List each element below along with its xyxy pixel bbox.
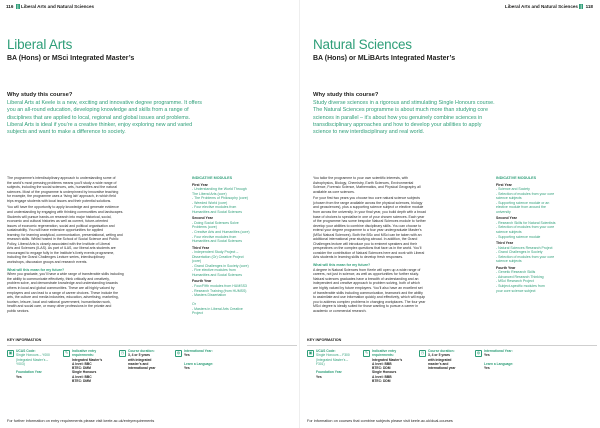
course-subtitle: BA (Hons) or MSci Integrated Master’s <box>7 55 135 62</box>
body-line: and understanding by engaging with thinking communities and landscapes. <box>7 210 124 215</box>
body-line: (MSci Natural Sciences). Both the BSc and MSci can be taken with an <box>313 232 422 237</box>
module-item: - Four elective modules from <box>192 205 237 210</box>
key-info-line: Yes <box>16 374 22 379</box>
key-info-line: 3, 4 or 5 years <box>128 353 150 358</box>
key-info-line: F301) <box>316 361 325 366</box>
year-label: Third Year <box>192 245 210 250</box>
body-line: arts, the culture and media industries, education, advertising, marketing, <box>7 295 119 300</box>
module-item: Problems (core) <box>192 225 217 230</box>
body-line: you to address complex problems in changing workplaces. The four year <box>313 299 426 304</box>
key-info-line: UCAS Code: <box>16 349 36 353</box>
running-header <box>6 4 94 9</box>
paragraph-gap <box>313 260 483 262</box>
body-line: careers, not just in science, as well as opportunities for further study. <box>313 272 419 277</box>
course-subtitle: BA (Hons) or MLiBArts Integrated Master’s <box>313 55 456 62</box>
module-item: - Selection of modules from your core <box>496 254 555 259</box>
section-tag: | <box>580 4 582 9</box>
duration-icon: ◷ <box>420 350 425 356</box>
body-line: independent and creative approach to problem solving, both of which <box>313 281 420 286</box>
why-heading: Why study this course? <box>7 92 73 98</box>
body-line: A degree in Natural Sciences from Keele will open up a wide range of <box>313 267 421 272</box>
year-label: First Year <box>192 182 208 187</box>
body-line: the world’s most pressing problems means you’ll study a wide range of <box>7 180 117 185</box>
module-item: Humanities and Social Sciences <box>192 209 242 214</box>
body-line: Policy, Liberal Arts is closely associated with the Institute of Liberal <box>7 241 111 246</box>
duration-icon: ◷ <box>120 350 125 356</box>
module-item: - Weeded World (core) <box>192 200 228 205</box>
year-label: Fourth Year <box>496 265 516 270</box>
key-info-line: Yes <box>316 374 322 379</box>
intro-text <box>7 100 282 136</box>
key-info-line: International Year: <box>484 349 513 353</box>
body-line: encouraged to engage fully in the Institute’s lively events programme, <box>7 250 115 255</box>
body-line: from across the university. In your final year, you build depth with a broad <box>313 210 426 215</box>
year-label: Third Year <box>496 241 514 246</box>
key-info-line: Yes <box>184 366 190 371</box>
body-line: academic or commercial research. <box>313 308 367 313</box>
key-info-column <box>119 349 175 383</box>
module-item: - Selection of modules from your core <box>496 225 555 230</box>
module-item: Humanities and Social Sciences <box>192 239 242 244</box>
module-item: Dissertation (Or) Creative Project <box>192 254 244 259</box>
why-heading: Why study this course? <box>313 92 379 98</box>
globe-icon: ◍ <box>176 350 181 356</box>
body-line: research skills. Whilst hosted in the School of Social Science and Public <box>7 237 119 242</box>
body-line: tourism, leisure, local and national government, humanitarian work, <box>7 299 111 304</box>
key-info-column <box>363 349 419 383</box>
key-info-line: UCAS Code: <box>316 349 336 353</box>
key-info-text <box>72 349 118 383</box>
paragraph-gap <box>7 265 177 267</box>
body-line: sciences. Most of the programme is underpinned by innovative teaching <box>7 189 119 194</box>
key-info-line: international year <box>428 366 456 371</box>
key-info-text <box>128 349 174 383</box>
key-information <box>307 338 597 383</box>
module-item: Or <box>192 302 196 307</box>
key-info-line: Indicative entry <box>372 349 397 353</box>
module-item: - Creative Arts and Humanities (core) <box>192 230 250 235</box>
body-line: extend your degree programme to a four year undergraduate Master’s <box>313 228 422 233</box>
key-info-line: Y003) <box>16 361 25 366</box>
key-info-column <box>307 349 363 383</box>
intro-line: Liberal Arts is ideal if you’re a creative thinker, enjoy exploring new and varied <box>7 121 193 128</box>
module-item: - Four elective modules from <box>192 234 237 239</box>
body-line: learning: for learning analytical, communication, presentational, writing and <box>7 232 123 237</box>
key-info-line: Single Honours <box>72 370 97 375</box>
module-item: - Research Training (from HUMSS) <box>192 288 247 293</box>
module-item: Project <box>192 311 203 316</box>
key-info-line: (Integrated Master’s – <box>16 357 49 362</box>
key-info-line: Learn a Language: <box>184 361 214 366</box>
sub-heading: What will this mean for my future? <box>313 263 371 268</box>
body-line: others in local and global communities. These are all highly valued by <box>7 285 115 290</box>
key-info-line: Foundation Year <box>16 370 42 375</box>
page-number: 118 <box>585 4 593 9</box>
body-line: Science, Forensic Science, Mathematics, and Physical Geography all <box>313 185 421 190</box>
key-info-line: Integrated Master’s <box>372 357 403 362</box>
key-info-line: requirements: <box>72 353 94 358</box>
key-info-column <box>7 349 63 383</box>
year-label: Second Year <box>192 216 213 221</box>
module-item: - Grand Challenges in Society <box>496 250 543 255</box>
indicative-modules <box>192 176 292 316</box>
body-line: sustainability. You will have extensive opportunities for applied <box>7 228 104 233</box>
section-tag: | <box>17 4 19 9</box>
body-line: issues of economic regeneration, social and political organisation and <box>7 223 115 228</box>
key-info-text <box>428 349 474 383</box>
module-item: your core science subject <box>496 288 536 293</box>
key-info-line: A level: BBB <box>372 361 392 366</box>
body-line: Arts students in learning skills to develop fresh responses. <box>313 255 404 260</box>
body-line: available as core sciences. <box>313 189 355 194</box>
body-line: (chosen from the range available across the physical sciences, biology <box>313 200 423 205</box>
course-title: Liberal Arts <box>7 37 73 52</box>
body-line: employers and can lead to a range of career choices. These include the <box>7 290 119 295</box>
key-info-line: Course duration: <box>128 349 155 353</box>
intro-line: science to new interdisciplinary and real world. <box>313 129 425 136</box>
body-line: Students will pursue hands-on research into major historical, social, <box>7 214 112 219</box>
intro-line: sciences in parallel – it’s about how you genuinely combine sciences in <box>313 114 483 121</box>
key-info-line: BTEC: DDM <box>372 366 391 371</box>
key-info-line: Single Honours <box>372 370 397 375</box>
body-line: develop your abilities to combine disciplinary skills. You can choose to <box>313 223 422 228</box>
intro-line: The Natural Sciences programme is about much more than studying core <box>313 107 488 114</box>
body-line: are highly valued by future employers. You’ll also have an excellent set <box>313 285 423 290</box>
module-item: - Understanding the World Through <box>192 187 247 192</box>
module-item: science subjects <box>496 196 522 201</box>
body-line: the ability to communicate effectively, think critically and creatively, <box>7 276 110 281</box>
ucas-icon: ▣ <box>8 350 13 356</box>
indicative-modules <box>496 176 596 293</box>
body-line: economic and cultural histories as well as current, future-oriented <box>7 219 108 224</box>
year-label: First Year <box>496 182 512 187</box>
module-item: - Doing Social Sciences Solve <box>192 220 239 225</box>
body-line: base of choices to specialise in one of your chosen sciences. Each year <box>313 214 425 219</box>
key-info-text <box>372 349 418 383</box>
key-info-text <box>16 349 62 383</box>
key-information <box>7 338 297 383</box>
body-line: For your first two years you choose two core natural science subjects <box>313 196 420 201</box>
intro-line: you an all-round education, developing knowledge and skills from a range of <box>7 107 189 114</box>
module-item: - Natural Sciences Research Project <box>496 245 553 250</box>
key-info-line: master’s and <box>128 361 149 366</box>
footer-note: For further information on entry requirements please visit keele.ac.uk/entryrequirements <box>7 419 155 423</box>
key-info-line: master’s and <box>428 361 449 366</box>
body-line: subjects, including the social sciences, arts, humanities and the natural <box>7 185 117 190</box>
key-info-line: BTEC: DMM <box>72 366 91 371</box>
module-item: - Genetic Research Skills <box>496 270 536 275</box>
intro-line: Liberal Arts at Keele is a new, exciting and innovative degree programme. It offers <box>7 100 202 106</box>
key-info-line: BTEC: DMM <box>72 379 91 384</box>
key-info-column <box>63 349 119 383</box>
module-item: - Grand Challenges in Society (core) <box>192 263 249 268</box>
key-info-line: Learn a Language: <box>484 361 514 366</box>
key-info-line: Single Honours – Y000 <box>16 353 50 358</box>
key-info-text <box>316 349 362 383</box>
module-item: - Independent Study Project – <box>192 250 239 255</box>
intro-line: Study diverse sciences in a rigorous and stimulating Single Honours course. <box>313 100 495 106</box>
sub-heading: What will this mean for my future? <box>7 267 65 272</box>
entry-icon: ✎ <box>64 350 69 356</box>
module-item: science subjects <box>496 230 522 235</box>
key-info-line: requirements: <box>372 353 394 358</box>
module-item: science subjects <box>496 259 522 264</box>
body-text <box>313 176 483 313</box>
module-item: - Supporting science module <box>496 234 541 239</box>
key-info-line: Integrated Master’s <box>72 357 103 362</box>
module-item: (core) <box>192 259 202 264</box>
key-info-line: Yes <box>484 366 490 371</box>
key-info-line: with integrated <box>428 357 452 362</box>
key-info-text <box>484 349 530 383</box>
body-line: for example, the programme uses a ‘living lab’ approach, in which field <box>7 194 116 199</box>
body-line: Challenges lecture will introduce you to eminent speakers and their <box>313 241 417 246</box>
intro-line: disciplines that are applied to local, regional and global issues and problems. <box>7 114 191 121</box>
body-line: and geosciences), plus a supporting science subject or elective module <box>313 205 424 210</box>
body-line: of the programme has some bespoke Natural Sciences module to further <box>313 219 426 224</box>
key-info-line: (Integrated Master’s – <box>316 357 349 362</box>
section-title: Liberal Arts and Natural Sciences <box>21 4 95 9</box>
module-item: The Liberal Arts (core) <box>192 191 227 196</box>
module-item: - Five elective modules from <box>192 268 236 273</box>
key-info-heading: KEY INFORMATION <box>307 338 342 342</box>
entry-icon: ✎ <box>364 350 369 356</box>
body-line: of transferable skills including communication, teamwork and the ability <box>313 290 423 295</box>
key-info-line: Foundation Year <box>316 370 342 375</box>
page-number: 116 <box>6 4 14 9</box>
key-info-text <box>184 349 230 383</box>
module-item: - Subject-specific modules from <box>496 284 545 289</box>
key-info-row <box>307 345 597 383</box>
module-item: Humanities and Social Sciences <box>192 272 242 277</box>
body-line: additional international year studying abroad. In addition, the Grand <box>313 237 418 242</box>
intro-line: transdisciplinary approaches and how to develop your abilities to apply <box>313 121 482 128</box>
module-item: elective module from around the <box>496 205 546 210</box>
body-line: perspectives on the complex questions that face us in the world. You’ll <box>313 246 422 251</box>
intro-line: subjects and want to make a difference to society. <box>7 129 126 136</box>
running-header <box>505 4 593 9</box>
body-line: Arts and Sciences (ILAS). As part of ILAS, our liberal arts students are <box>7 246 116 251</box>
key-info-line: with integrated <box>128 357 152 362</box>
module-item: - Selection of modules from your core <box>496 191 555 196</box>
body-line: including the Grand Challenges Lecture series, interdisciplinary <box>7 255 105 260</box>
key-info-line: BTEC: DDM <box>372 379 391 384</box>
module-item: - Advanced Research Thinking <box>496 274 544 279</box>
key-info-line: 3, 4 or 5 years <box>428 353 450 358</box>
key-info-line: A level: BBC <box>72 361 92 366</box>
module-item: - Research Skills for Natural Scientists <box>496 220 556 225</box>
ucas-icon: ▣ <box>308 350 313 356</box>
module-item: - Masters Dissertation <box>192 293 227 298</box>
body-line: You tailor the programme to your own scientific interests, with <box>313 176 408 180</box>
footer-note: For information on courses that combine subjects please visit keele.ac.uk/dual-courses <box>307 419 453 423</box>
key-info-column <box>175 349 231 383</box>
key-info-line: Course duration: <box>428 349 455 353</box>
module-item: - Supporting science module or an <box>496 200 550 205</box>
body-line: Natural sciences graduates have a breadth of understanding and an <box>313 276 419 281</box>
body-line: You will have the opportunity to apply knowledge and generate evidence <box>7 205 119 210</box>
body-text <box>7 176 177 313</box>
body-line: MSci degree is ideally suited for those wanting to pursue a career in <box>313 304 419 309</box>
module-item: - The Problems of Philosophy (core) <box>192 196 248 201</box>
module-item: - MSci Research Project <box>496 279 534 284</box>
body-line: public sectors. <box>7 308 30 313</box>
key-info-column <box>475 349 531 383</box>
year-label: Second Year <box>496 216 517 221</box>
key-info-column <box>419 349 475 383</box>
body-line: consider the contribution of Natural Sciences here and work with Liberal <box>313 250 425 255</box>
page-natural-sciences <box>300 0 600 428</box>
intro-text <box>313 100 588 136</box>
key-info-line: Yes <box>184 353 190 358</box>
body-line: When you graduate, you’ll have a wide range of transferable skills including <box>7 272 124 277</box>
modules-heading: INDICATIVE MODULES <box>496 176 537 180</box>
key-info-line: International Year: <box>184 349 213 353</box>
key-info-line: A level: BBC <box>72 374 92 379</box>
key-info-line: international year <box>128 366 156 371</box>
body-line: Astrophysics, Biology, Chemistry, Earth Sciences, Environmental <box>313 180 414 185</box>
year-label: Fourth Year <box>192 279 212 284</box>
modules-heading: INDICATIVE MODULES <box>192 176 233 180</box>
body-line: health and social care, or many other professions in the private and <box>7 304 112 309</box>
section-title: Liberal Arts and Natural Sciences <box>504 4 578 9</box>
body-line: workshops, discussion groups and research events. <box>7 260 88 265</box>
course-title: Natural Sciences <box>313 37 412 52</box>
module-item: - Science and Society <box>496 187 530 192</box>
key-info-heading: KEY INFORMATION <box>7 338 42 342</box>
module-item: - Four/Fifth modules from HUMSS3 <box>192 284 247 289</box>
body-line: problem solve, and demonstrate knowledge and understanding towards <box>7 281 118 286</box>
body-line: The programme’s interdisciplinary approach to understanding some of <box>7 176 116 180</box>
body-line: to assimilate and use information quickly and effectively, which will equip <box>313 295 426 300</box>
module-item: - Masters in Liberal Arts Creative <box>192 306 243 311</box>
key-info-row <box>7 345 297 383</box>
key-info-line: A level: BBB <box>372 374 392 379</box>
body-line: trips engage students with local issues and their potential solutions. <box>7 198 112 203</box>
key-info-line: Indicative entry <box>72 349 97 353</box>
module-item: university <box>496 209 511 214</box>
key-info-line: Yes <box>484 353 490 358</box>
key-info-line: Single Honours – F300 <box>316 353 350 358</box>
globe-icon: ◍ <box>476 350 481 356</box>
